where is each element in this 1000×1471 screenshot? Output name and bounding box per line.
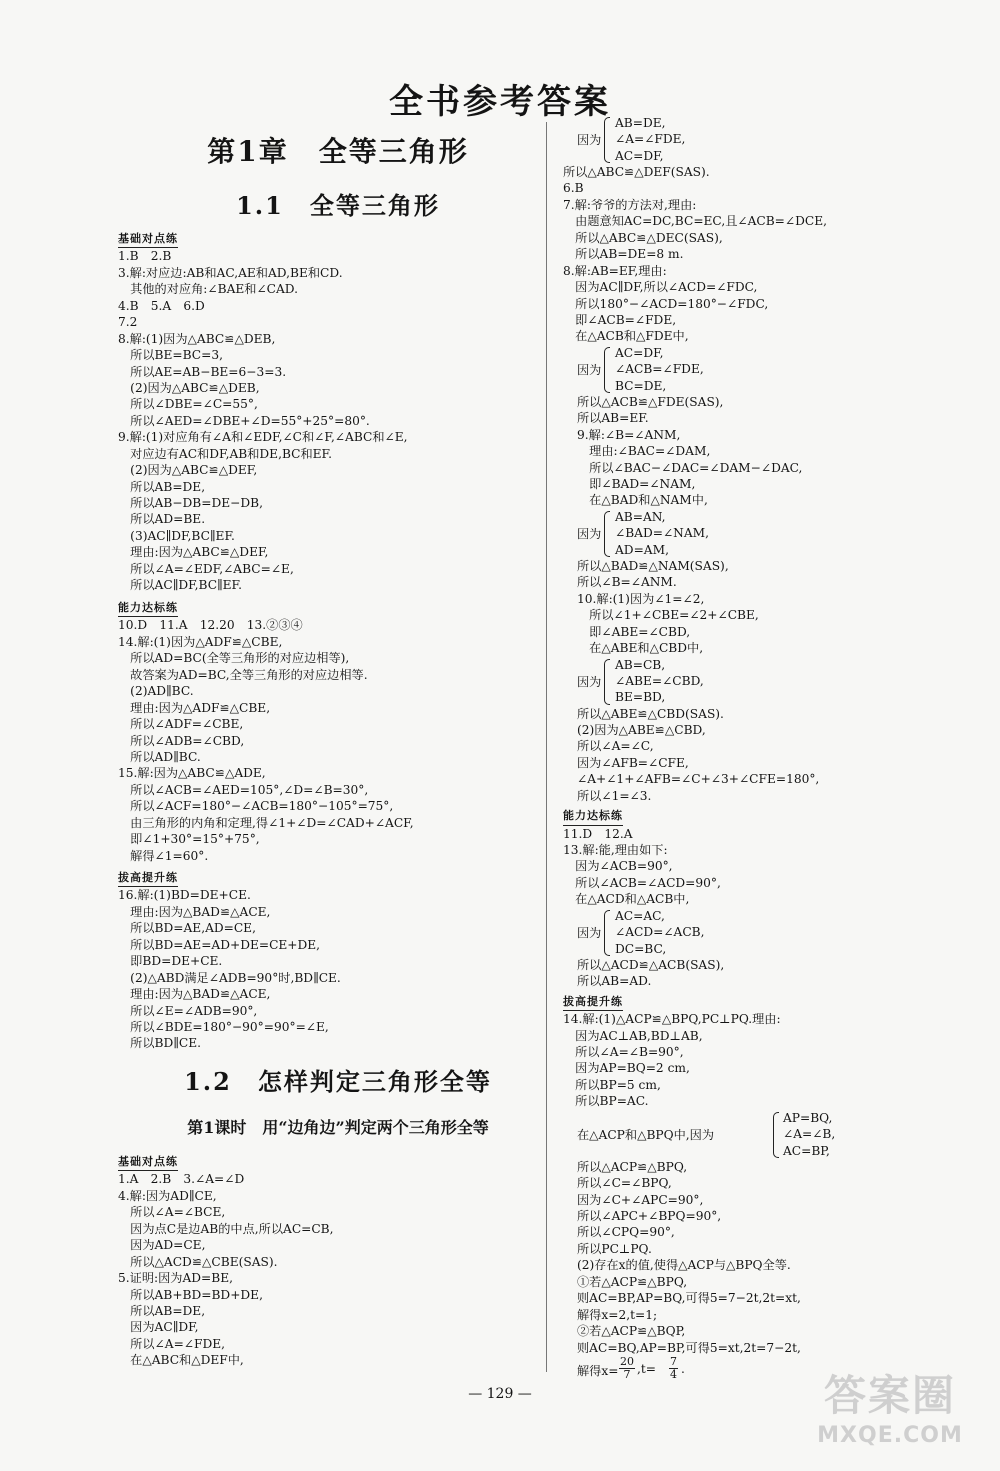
watermark-text: 答案圈 bbox=[823, 1371, 956, 1420]
answer-line: 因为AC⊥AB,BD⊥AB, bbox=[563, 1028, 703, 1043]
answer-line: 4.解:因为AD∥CE, bbox=[118, 1188, 217, 1203]
answer-line: 则AC=BP,AP=BQ,可得5=7−2t,2t=xt, bbox=[577, 1291, 801, 1306]
answer-line: 所以△ABC≌△DEC(SAS), bbox=[563, 230, 723, 245]
answer-line: 所以AB+BD=BD+DE, bbox=[118, 1287, 263, 1302]
answer-line: 所以180°−∠ACD=180°−∠FDC, bbox=[563, 296, 769, 311]
basic-practice-lines-2 bbox=[118, 1171, 334, 1368]
answer-line: 所以BP=5 cm, bbox=[563, 1077, 661, 1092]
answer-line: 1.A 2.B 3.∠A=∠D bbox=[118, 1172, 245, 1187]
expand-practice-label: 拔高提升练 bbox=[118, 870, 178, 887]
answer-line: 所以△ABE≌△CBD(SAS). bbox=[577, 706, 724, 721]
equation-line: ∠ACD=∠ACB, bbox=[615, 925, 705, 940]
answer-line: 在△ACD和△ACB中, bbox=[563, 892, 690, 907]
answer-lines-10-part2 bbox=[563, 706, 993, 805]
fraction-denominator: 7 bbox=[623, 1367, 631, 1381]
answer-line: 所以∠ACF=180°−∠ACB=180°−105°=75°, bbox=[118, 799, 394, 814]
answer-line: 4.B 5.A 6.D bbox=[118, 298, 205, 313]
answer-line: (2)因为△ABC≌△DEF, bbox=[118, 463, 258, 478]
because-label: 因为 bbox=[577, 925, 602, 940]
fraction-20-7 bbox=[619, 1356, 635, 1381]
basic-practice-label-2: 基础对点练 bbox=[118, 1154, 178, 1171]
answer-line: 所以AE=AB−BE=6−3=3. bbox=[118, 364, 287, 379]
answer-line: 在△ACB和△FDE中, bbox=[563, 329, 689, 344]
answer-line: 所以BD=AE,AD=CE, bbox=[118, 921, 256, 936]
ability-practice-label: 能力达标练 bbox=[118, 600, 178, 617]
equation-lines bbox=[615, 908, 705, 957]
answer-line: 对应边有AC和DF,AB和DE,BC和EF. bbox=[118, 446, 332, 461]
answer-line: 由题意知AC=DC,BC=EC,且∠ACB=∠DCE, bbox=[563, 214, 827, 229]
answer-line: 13.解:能,理由如下: bbox=[563, 843, 668, 857]
equation-system-e bbox=[577, 908, 993, 957]
answer-line: 理由:因为△ABC≌△DEF, bbox=[118, 545, 269, 560]
column-divider bbox=[546, 122, 547, 1372]
answer-line: 所以AB=EF. bbox=[577, 411, 649, 426]
answer-lines-14 bbox=[563, 1011, 993, 1110]
equation-line: ∠ACB=∠FDE, bbox=[615, 362, 704, 377]
answer-line: 10.D 11.A 12.20 13.②③④ bbox=[118, 618, 303, 633]
equation-line: ∠ABE=∠CBD, bbox=[615, 673, 704, 688]
answer-line: 因为∠AFB=∠CFE, bbox=[577, 755, 689, 770]
answer-line: (2)AD∥BC. bbox=[118, 684, 194, 699]
answer-line: 所以AD=BE. bbox=[118, 512, 206, 527]
answer-lines-9 bbox=[563, 394, 993, 509]
answer-line: 在△ABE和△CBD中, bbox=[577, 641, 704, 656]
answer-line: (2)存在x的值,使得△ACP与△BPQ全等. bbox=[577, 1258, 791, 1273]
answer-line: 所以∠CPQ=90°, bbox=[577, 1225, 675, 1240]
answer-line: 11.D 12.A bbox=[563, 826, 633, 841]
answer-line: 因为∠C+∠APC=90°, bbox=[577, 1192, 704, 1207]
answer-line: 其他的对应角:∠BAE和∠CAD. bbox=[118, 282, 299, 297]
answer-line: ①若△ACP≌△BPQ, bbox=[577, 1274, 688, 1289]
answer-line: 所以∠B=∠ANM. bbox=[577, 575, 677, 590]
equation-line: AP=BQ, bbox=[783, 1110, 833, 1125]
ability-practice-block bbox=[118, 596, 414, 864]
answer-line: 所以△BAD≌△NAM(SAS), bbox=[577, 558, 729, 573]
answer-line: 在△BAD和△NAM中, bbox=[577, 493, 708, 508]
answer-line: 8.解:(1)因为△ABC≌△DEB, bbox=[118, 331, 276, 346]
answer-line: 所以∠C=∠BPQ, bbox=[577, 1176, 672, 1191]
answer-line: 1.B 2.B bbox=[118, 249, 172, 264]
answer-line: 所以BP=AC. bbox=[563, 1094, 649, 1109]
answer-line: 16.解:(1)BD=DE+CE. bbox=[118, 888, 251, 903]
equation-line: ∠BAD=∠NAM, bbox=[615, 526, 709, 541]
answer-line: ∠A+∠1+∠AFB=∠C+∠3+∠CFE=180°, bbox=[577, 772, 820, 787]
answer-line: 解得∠1=60°. bbox=[118, 848, 209, 863]
fraction-numerator: 7 bbox=[670, 1354, 677, 1368]
brace-icon bbox=[604, 511, 610, 557]
equation-lines bbox=[615, 657, 704, 706]
page-number: — 129 — bbox=[468, 1386, 532, 1402]
answer-line: 所以∠A=∠FDE, bbox=[118, 1336, 225, 1351]
answer-line: 理由:因为△BAD≌△ACE, bbox=[118, 987, 271, 1002]
answer-line: 所以AB=DE=8 m. bbox=[563, 247, 684, 262]
final-mid: ,t= bbox=[637, 1361, 656, 1376]
answer-line: 5.证明:因为AD=BE, bbox=[118, 1271, 233, 1286]
answer-line: ②若△ACP≌△BQP, bbox=[577, 1324, 686, 1339]
answer-line: 所以△ACB≌△FDE(SAS), bbox=[577, 394, 724, 409]
equation-lines bbox=[615, 115, 685, 164]
brace-icon bbox=[604, 659, 610, 705]
because-label: 因为 bbox=[577, 674, 602, 689]
answer-line: 所以∠ACB=∠ACD=90°, bbox=[563, 875, 721, 890]
equation-line: ∠A=∠FDE, bbox=[615, 132, 686, 147]
equation-system-b bbox=[577, 345, 993, 394]
basic-practice-lines bbox=[118, 248, 408, 593]
answer-line: 7.2 bbox=[118, 315, 138, 330]
answer-line: 所以AB=AD. bbox=[577, 974, 652, 989]
right-flow bbox=[563, 115, 993, 1382]
equation-line: ∠A=∠B, bbox=[783, 1127, 836, 1142]
brace-icon bbox=[604, 910, 610, 956]
answer-line: 所以AD=BC(全等三角形的对应边相等), bbox=[118, 651, 350, 666]
final-end: . bbox=[681, 1361, 685, 1376]
answer-line: 14.解:(1)△ACP≌△BPQ,PC⊥PQ.理由: bbox=[563, 1012, 781, 1027]
fraction-numerator: 20 bbox=[620, 1354, 634, 1368]
equation-line: AC=DF, bbox=[615, 148, 664, 163]
answer-line: 7.解:爷爷的方法对,理由: bbox=[563, 197, 697, 212]
answer-line: 则AC=BQ,AP=BP,可得5=xt,2t=7−2t, bbox=[577, 1340, 801, 1355]
answer-line: 所以AB−DB=DE−DB, bbox=[118, 496, 263, 510]
answer-line: 所以△ACP≌△BPQ, bbox=[577, 1159, 688, 1174]
brace-icon bbox=[604, 117, 610, 163]
answer-line: 理由:因为△BAD≌△ACE, bbox=[118, 904, 271, 919]
answer-line: 所以AB=DE, bbox=[118, 479, 206, 494]
answer-line: 因为点C是边AB的中点,所以AC=CB, bbox=[118, 1221, 334, 1236]
fraction-7-4 bbox=[669, 1356, 678, 1381]
watermark-url: MXQE.COM bbox=[817, 1423, 963, 1448]
answer-line: 所以∠A=∠EDF,∠ABC=∠E, bbox=[118, 561, 294, 576]
answer-line: 即BD=DE+CE. bbox=[118, 954, 223, 969]
answer-line: 所以∠1+∠CBE=∠2+∠CBE, bbox=[577, 608, 759, 623]
answer-line: 所以∠ADF=∠CBE, bbox=[118, 717, 244, 732]
answer-line: 3.解:对应边:AB和AC,AE和AD,BE和CD. bbox=[118, 265, 343, 280]
answer-line: 所以BD=AE=AD+DE=CE+DE, bbox=[118, 937, 321, 952]
answer-line: (2)因为△ABC≌△DEB, bbox=[118, 380, 260, 395]
answer-line: 所以△ACD≌△CBE(SAS). bbox=[118, 1254, 278, 1269]
equation-system-a bbox=[577, 115, 993, 164]
answer-line: 所以∠A=∠BCE, bbox=[118, 1205, 226, 1220]
equation-lines bbox=[615, 345, 704, 394]
system-lead-text: 在△ACP和△BPQ中,因为 bbox=[577, 1127, 715, 1142]
answer-line: 即∠BAD=∠NAM, bbox=[577, 477, 696, 491]
answer-line: 因为AP=BQ=2 cm, bbox=[563, 1061, 690, 1076]
basic-practice-label: 基础对点练 bbox=[118, 231, 178, 248]
answer-line: 所以∠BAC−∠DAC=∠DAM−∠DAC, bbox=[577, 460, 803, 475]
answer-line: 15.解:因为△ABC≌△ADE, bbox=[118, 766, 266, 781]
expand-practice-block bbox=[118, 866, 341, 1052]
answer-line: 所以∠E=∠ADB=90°, bbox=[118, 1003, 258, 1018]
answer-line: 因为∠ACB=90°, bbox=[563, 859, 673, 874]
answer-line: 故答案为AD=BC,全等三角形的对应边相等. bbox=[118, 667, 368, 682]
ability-practice-label-right: 能力达标练 bbox=[563, 808, 623, 825]
answer-lines-14-part2 bbox=[563, 1159, 993, 1356]
fraction-denominator: 4 bbox=[670, 1367, 677, 1381]
answer-line: 因为AC∥DF, bbox=[118, 1320, 199, 1335]
answer-line: 解得x=2,t=1; bbox=[577, 1307, 658, 1322]
equation-line: AC=DF, bbox=[615, 345, 664, 360]
expand-practice-lines bbox=[118, 887, 341, 1051]
answer-lines-10 bbox=[563, 558, 993, 657]
brace-icon bbox=[773, 1112, 779, 1158]
basic-practice-block bbox=[118, 227, 408, 594]
answer-line: 所以AB=DE, bbox=[118, 1303, 206, 1318]
because-label: 因为 bbox=[577, 362, 602, 377]
basic-practice-block-2 bbox=[118, 1150, 334, 1369]
answer-line: 所以△ABC≌△DEF(SAS). bbox=[563, 165, 710, 179]
equation-line: AD=AM, bbox=[615, 542, 669, 557]
answer-line: 所以∠DBE=∠C=55°, bbox=[118, 397, 258, 412]
equation-system-g bbox=[577, 1110, 993, 1159]
answer-line: 即∠ABE=∠CBD, bbox=[577, 624, 691, 639]
answer-line: 9.解:(1)对应角有∠A和∠EDF,∠C和∠F,∠ABC和∠E, bbox=[118, 430, 408, 445]
answer-line: 所以∠AED=∠DBE+∠D=55°+25°=80°. bbox=[118, 413, 370, 428]
section-title-1-1: 1.1 全等三角形 bbox=[236, 191, 440, 220]
ability-practice-lines bbox=[118, 617, 414, 864]
equation-system-c bbox=[577, 509, 993, 558]
answer-line: 所以∠A=∠C, bbox=[577, 739, 654, 754]
lesson-title: 第1课时 用“边角边”判定两个三角形全等 bbox=[187, 1118, 489, 1137]
answer-line: 所以△ACD≌△ACB(SAS), bbox=[577, 957, 725, 972]
answer-line: 理由:因为△ADF≌△CBE, bbox=[118, 700, 271, 715]
answer-line: 所以∠APC+∠BPQ=90°, bbox=[577, 1209, 722, 1223]
equation-line: BC=DE, bbox=[615, 378, 667, 393]
answer-line: 所以∠ACB=∠AED=105°,∠D=∠B=30°, bbox=[118, 782, 369, 797]
answer-line: 理由:∠BAC=∠DAM, bbox=[577, 444, 711, 459]
answer-line: 所以BE=BC=3, bbox=[118, 348, 223, 363]
final-lead: 解得x= bbox=[577, 1363, 619, 1378]
section-title-1-2: 1.2 怎样判定三角形全等 bbox=[184, 1067, 492, 1096]
answer-line: 在△ABC和△DEF中, bbox=[118, 1353, 244, 1368]
equation-line: AB=DE, bbox=[615, 116, 666, 130]
chapter-title: 第1章 全等三角形 bbox=[207, 135, 469, 168]
answer-lines-6-8 bbox=[563, 164, 993, 345]
equation-lines bbox=[615, 509, 709, 558]
equation-lines bbox=[783, 1110, 835, 1159]
answer-line: 所以∠1=∠3. bbox=[577, 788, 652, 803]
answer-line: 由三角形的内角和定理,得∠1+∠D=∠CAD+∠ACF, bbox=[118, 815, 414, 830]
equation-line: DC=BC, bbox=[615, 941, 667, 956]
expand-practice-label-right: 拔高提升练 bbox=[563, 994, 623, 1011]
watermark-logo bbox=[790, 1363, 990, 1453]
answer-lines-13-end bbox=[563, 957, 993, 990]
answer-line: 因为AD=CE, bbox=[118, 1238, 206, 1253]
because-label: 因为 bbox=[577, 526, 602, 541]
because-label: 因为 bbox=[577, 133, 602, 147]
answer-line: 即∠ACB=∠FDE, bbox=[563, 312, 677, 327]
answer-line: 14.解:(1)因为△ADF≌△CBE, bbox=[118, 634, 283, 649]
answer-line: 所以∠A=∠B=90°, bbox=[563, 1044, 684, 1059]
equation-line: BE=BD, bbox=[615, 690, 666, 705]
answer-line: 10.解:(1)因为∠1=∠2, bbox=[577, 591, 705, 606]
answer-line: 所以BD∥CE. bbox=[118, 1036, 202, 1051]
answer-line: (2)△ABD满足∠ADB=90°时,BD∥CE. bbox=[118, 970, 341, 985]
answer-line: 所以AD∥BC. bbox=[118, 749, 201, 764]
page-title: 全书参考答案 bbox=[389, 82, 611, 122]
answer-line: 6.B bbox=[563, 181, 584, 196]
equation-line: AB=CB, bbox=[615, 657, 666, 672]
answer-lines-11-13 bbox=[563, 826, 993, 908]
equation-line: AC=AC, bbox=[615, 908, 665, 923]
answer-line: 所以AC∥DF,BC∥EF. bbox=[118, 578, 242, 593]
answer-line: 因为AC∥DF,所以∠ACD=∠FDC, bbox=[563, 280, 758, 295]
answer-line: 即∠1+30°=15°+75°, bbox=[118, 832, 260, 847]
answer-line: 所以∠BDE=180°−90°=90°=∠E, bbox=[118, 1019, 329, 1034]
answer-line: 9.解:∠B=∠ANM, bbox=[577, 427, 681, 442]
answer-line: 8.解:AB=EF,理由: bbox=[563, 263, 667, 278]
equation-line: AC=BP, bbox=[783, 1143, 830, 1158]
answer-line: (2)因为△ABE≌△CBD, bbox=[577, 722, 706, 737]
answer-line: (3)AC∥DF,BC∥EF. bbox=[118, 528, 235, 543]
answer-line: 所以∠ADB=∠CBD, bbox=[118, 733, 245, 748]
brace-icon bbox=[604, 347, 610, 393]
equation-line: AB=AN, bbox=[615, 509, 666, 524]
answer-line: 所以PC⊥PQ. bbox=[577, 1241, 652, 1256]
equation-system-d bbox=[577, 657, 993, 706]
